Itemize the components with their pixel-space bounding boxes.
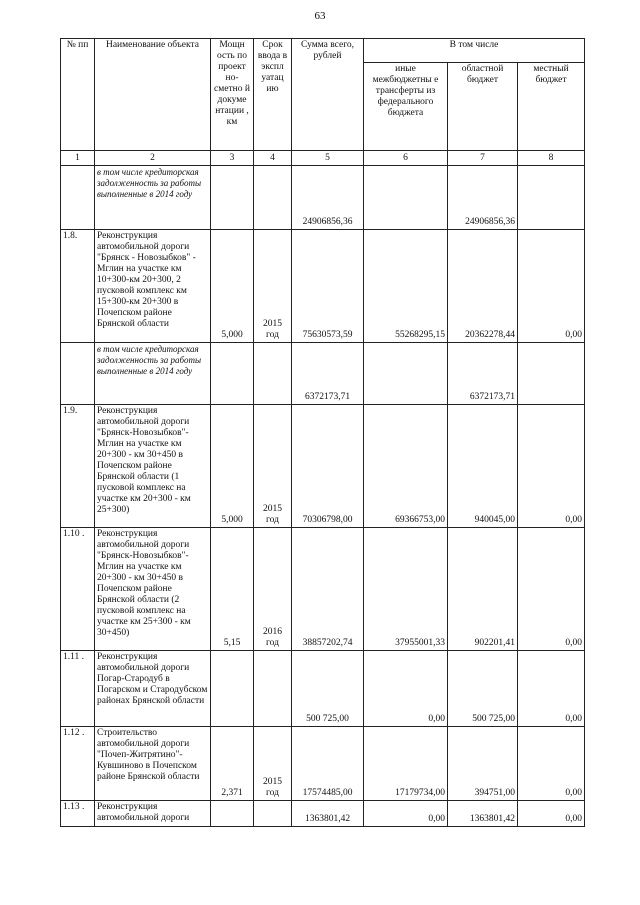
federal-transfers: 55268295,15 [364,230,448,343]
term-value: 2015 год [254,230,292,343]
object-name: Реконструкция автомобильной дороги "Брянск - Новозыбков" - Мглин на участке км 10+300-км 20+300, 2 пусковой комплекс км 15+300-км 20+300 в Почепском районе Брянской области [95,230,211,343]
capacity-value: 5,15 [211,528,254,651]
term-value [254,801,292,827]
federal-transfers: 37955001,33 [364,528,448,651]
total-sum: 24906856,36 [292,166,364,230]
header-regional: областной бюджет [448,63,518,151]
local-budget: 0,00 [518,801,585,827]
local-budget [518,343,585,405]
term-value [254,343,292,405]
row-number: 1.13 . [61,801,95,827]
table-row [61,343,585,405]
header-total: Сумма всего, рублей [292,39,364,151]
column-number: 7 [448,151,518,166]
federal-transfers: 17179734,00 [364,727,448,801]
row-number: 1.10 . [61,528,95,651]
term-value: 2015 год [254,727,292,801]
table-row [61,801,585,827]
table-row [61,727,585,801]
term-value: 2016 год [254,528,292,651]
header-name: Наименование объекта [95,39,211,151]
local-budget: 0,00 [518,230,585,343]
object-name: Реконструкция автомобильной дороги [95,801,211,827]
column-number: 5 [292,151,364,166]
capacity-value: 2,371 [211,727,254,801]
object-name: в том числе кредиторская задолженность за работы выполненные в 2014 году [95,166,211,230]
row-number [61,343,95,405]
column-numbers-row [61,151,585,166]
regional-budget: 6372173,71 [448,343,518,405]
objects-table [60,38,585,827]
object-name: Реконструкция автомобильной дороги "Брянск-Новозыбков"- Мглин на участке км 20+300 - км 30+450 в Почепском районе Брянской области (1 пусковой комплекс на участке км 20+300 - км 25+300) [95,405,211,528]
federal-transfers [364,343,448,405]
capacity-value [211,166,254,230]
federal-transfers: 0,00 [364,801,448,827]
table-row [61,230,585,343]
table-row [61,405,585,528]
total-sum: 70306798,00 [292,405,364,528]
capacity-value: 5,000 [211,405,254,528]
regional-budget: 24906856,36 [448,166,518,230]
capacity-value: 5,000 [211,230,254,343]
total-sum: 1363801,42 [292,801,364,827]
local-budget: 0,00 [518,651,585,727]
capacity-value [211,801,254,827]
header-num: № пп [61,39,95,151]
header-term: Срок ввода в экспл уатац ию [254,39,292,151]
object-name: Реконструкция автомобильной дороги Погар-Стародуб в Погарском и Стародубском районах Брянской области [95,651,211,727]
capacity-value [211,651,254,727]
capacity-value [211,343,254,405]
regional-budget: 20362278,44 [448,230,518,343]
local-budget: 0,00 [518,727,585,801]
header-federal: иные межбюджетны е трансферты из федерального бюджета [364,63,448,151]
federal-transfers: 0,00 [364,651,448,727]
table-row [61,528,585,651]
regional-budget: 1363801,42 [448,801,518,827]
row-number: 1.9. [61,405,95,528]
column-number: 1 [61,151,95,166]
page-number: 63 [314,10,326,22]
header-capacity: Мощн ость по проект но-сметно й докуме нтации , км [211,39,254,151]
column-number: 6 [364,151,448,166]
table-row [61,166,585,230]
row-number: 1.12 . [61,727,95,801]
term-value [254,166,292,230]
column-number: 2 [95,151,211,166]
total-sum: 6372173,71 [292,343,364,405]
total-sum: 17574485,00 [292,727,364,801]
regional-budget: 902201,41 [448,528,518,651]
object-name: Строительство автомобильной дороги "Почеп-Житрятино"- Кувшиново в Почепском районе Брянской области [95,727,211,801]
object-name: в том числе кредиторская задолженность за работы выполненные в 2014 году [95,343,211,405]
row-number: 1.11 . [61,651,95,727]
header-including: В том числе [364,39,585,63]
regional-budget: 500 725,00 [448,651,518,727]
header-local: местный бюджет [518,63,585,151]
regional-budget: 394751,00 [448,727,518,801]
total-sum: 500 725,00 [292,651,364,727]
object-name: Реконструкция автомобильной дороги "Брянск-Новозыбков"- Мглин на участке км 20+300 - км 30+450 в Почепском районе Брянской области (2 пусковой комплекс на участке км 25+300 - км 30+450) [95,528,211,651]
table-row [61,651,585,727]
column-number: 4 [254,151,292,166]
column-number: 8 [518,151,585,166]
local-budget: 0,00 [518,405,585,528]
local-budget: 0,00 [518,528,585,651]
total-sum: 75630573,59 [292,230,364,343]
local-budget [518,166,585,230]
row-number: 1.8. [61,230,95,343]
column-number: 3 [211,151,254,166]
regional-budget: 940045,00 [448,405,518,528]
federal-transfers: 69366753,00 [364,405,448,528]
term-value: 2015 год [254,405,292,528]
row-number [61,166,95,230]
total-sum: 38857202,74 [292,528,364,651]
federal-transfers [364,166,448,230]
term-value [254,651,292,727]
